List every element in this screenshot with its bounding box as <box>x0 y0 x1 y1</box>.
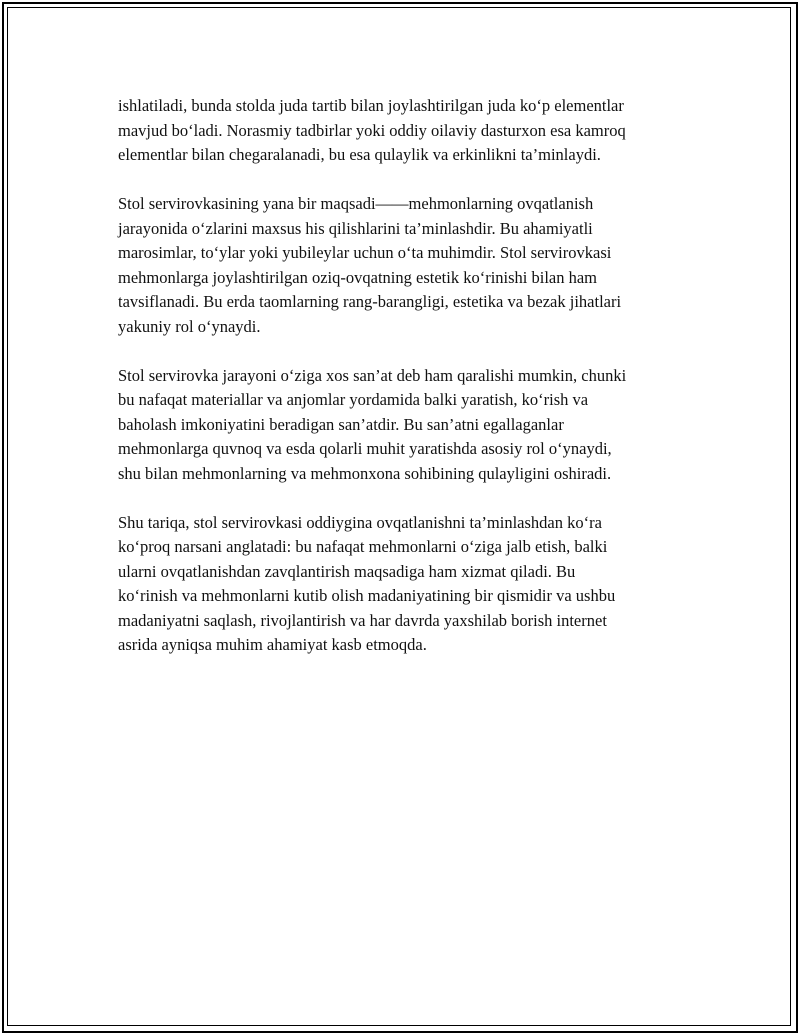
text-line: shu bilan mehmonlarning va mehmonxona sohibining qulayligini oshiradi. <box>118 463 612 483</box>
text-line: marosimlar, to‘ylar yoki yubileylar uchun o‘ta muhimdir. Stol servirovkasi <box>118 243 612 262</box>
text-line: baholash imkoniyatini beradigan san’atdir. Bu san’atni egallaganlar <box>118 414 564 434</box>
text-line: yakuniy rol o‘ynaydi. <box>118 316 261 336</box>
text-line: mehmonlarga quvnoq va esda qolarli muhit yaratishda asosiy rol o‘ynaydi, <box>118 439 612 458</box>
text-line: ishlatiladi, bunda stolda juda tartib bilan joylashtirilgan juda ko‘p elementlar <box>118 96 624 115</box>
paragraph-1 <box>118 94 688 168</box>
text-line: mehmonlarga joylashtirilgan oziq-ovqatning estetik ko‘rinishi bilan ham <box>118 267 598 287</box>
text-line: ko‘rinish va mehmonlarni kutib olish madaniyatining bir qismidir va ushbu <box>118 586 616 605</box>
text-line: Stol servirovkasining yana bir maqsadi——mehmonlarning ovqatlanish <box>118 194 594 213</box>
text-line: Shu tariqa, stol servirovkasi oddiygina ovqatlanishni ta’minlashdan ko‘ra <box>118 512 602 532</box>
text-line: ko‘proq narsani anglatadi: bu nafaqat mehmonlarni o‘ziga jalb etish, balki <box>118 537 608 556</box>
text-line: Stol servirovka jarayoni o‘ziga xos san’at deb ham qaralishi mumkin, chunki <box>118 365 627 385</box>
text-line: tavsiflanadi. Bu erda taomlarning rang-barangligi, estetika va bezak jihatlari <box>118 292 622 311</box>
paragraph-3 <box>118 364 688 487</box>
text-line: asrida ayniqsa muhim ahamiyat kasb etmoqda. <box>118 635 427 654</box>
paragraph-2 <box>118 192 688 339</box>
document-body <box>118 94 688 682</box>
text-line: mavjud bo‘ladi. Norasmiy tadbirlar yoki oddiy oilaviy dasturxon esa kamroq <box>118 120 626 140</box>
text-line: bu nafaqat materiallar va anjomlar yordamida balki yaratish, ko‘rish va <box>118 390 589 409</box>
paragraph-4 <box>118 511 688 658</box>
text-line: elementlar bilan chegaralanadi, bu esa qulaylik va erkinlikni ta’minlaydi. <box>118 145 601 164</box>
text-line: jarayonida o‘zlarini maxsus his qilishlarini ta’minlashdir. Bu ahamiyatli <box>118 218 593 238</box>
text-line: madaniyatni saqlash, rivojlantirish va har davrda yaxshilab borish internet <box>118 610 607 630</box>
text-line: ularni ovqatlanishdan zavqlantirish maqsadiga ham xizmat qiladi. Bu <box>118 561 576 581</box>
